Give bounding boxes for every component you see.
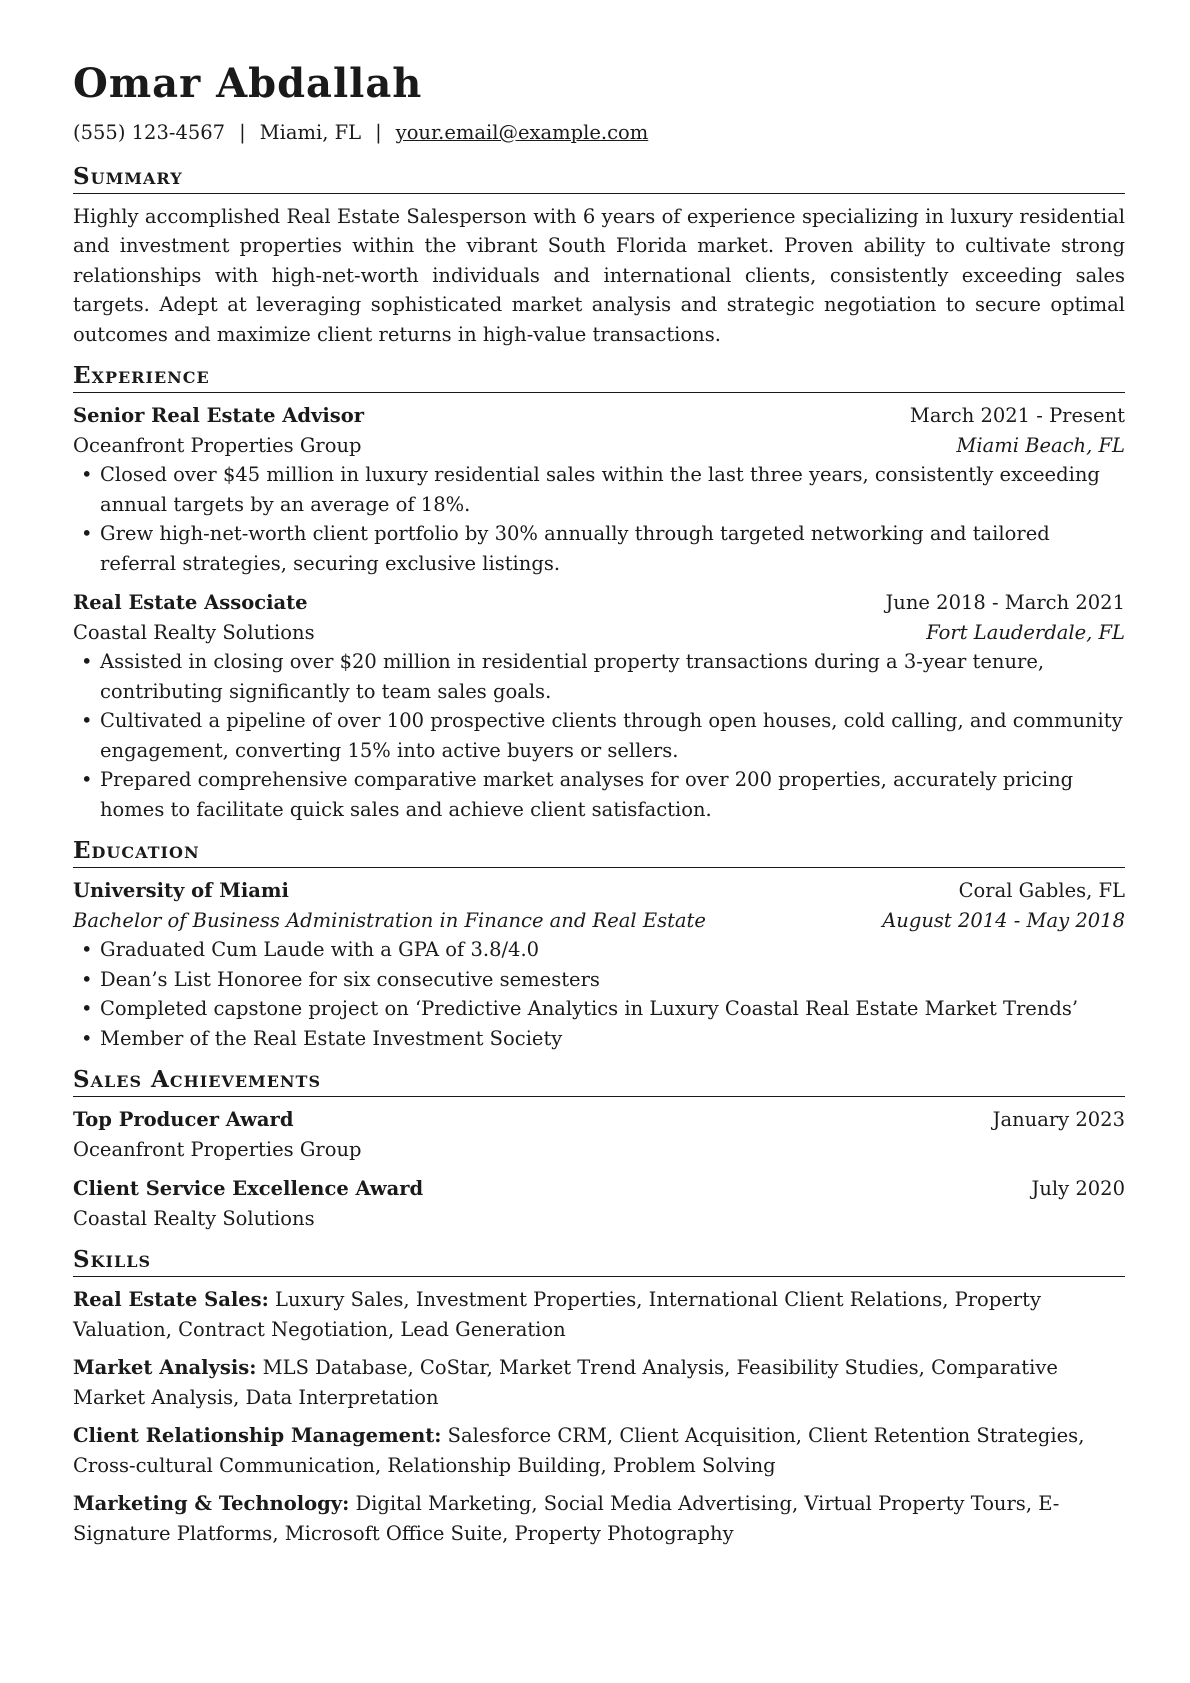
skill-group (73, 1421, 1125, 1480)
job-header-row (73, 401, 1125, 431)
job-location: Fort Lauderdale, FL (926, 620, 1125, 644)
bullet-text: Assisted in closing over $20 million in residential property transactions during a 3-year tenure, contributing significantly to team sales goals. (100, 650, 1045, 703)
job-header-row (73, 588, 1125, 618)
achievements-section (73, 1065, 1125, 1233)
email-link[interactable]: your.email@example.com (395, 121, 649, 144)
job-location: Miami Beach, FL (956, 433, 1125, 457)
location: Miami, FL (259, 121, 362, 144)
award-date: January 2023 (992, 1108, 1125, 1131)
award-org: Oceanfront Properties Group (73, 1137, 362, 1161)
bullet-text: Dean’s List Honoree for six consecutive semesters (100, 967, 600, 991)
skills-list (73, 1285, 1125, 1548)
job-company-row (73, 431, 1125, 461)
award-date: July 2020 (1031, 1177, 1125, 1200)
education-entry (73, 876, 1125, 1053)
bullet-text: Grew high-net-worth client portfolio by 30% annually through targeted networking and tailored referral strategies, securing exclusive listings. (100, 522, 1050, 575)
skill-group (73, 1285, 1125, 1344)
contact-separator: | (375, 121, 382, 144)
award-name: Top Producer Award (73, 1108, 294, 1131)
contact-separator: | (239, 121, 246, 144)
job-company-row (73, 618, 1125, 648)
bullet-text: Member of the Real Estate Investment Society (100, 1026, 563, 1050)
phone-number: (555) 123-4567 (73, 121, 226, 144)
bullet-icon: • (81, 1026, 93, 1050)
skill-label: Client Relationship Management: (73, 1424, 442, 1447)
bullet-text: Graduated Cum Laude with a GPA of 3.8/4.0 (100, 938, 540, 961)
bullet-icon: • (81, 709, 93, 732)
job-bullets (73, 647, 1125, 824)
experience-section (73, 361, 1125, 824)
job-company: Oceanfront Properties Group (73, 433, 362, 457)
list-item (73, 765, 1125, 824)
job-entry (73, 588, 1125, 824)
degree: Bachelor of Business Administration in Finance and Real Estate (73, 908, 706, 932)
section-title-education: Education (73, 836, 1125, 868)
summary-section (73, 162, 1125, 350)
achievement-row (73, 1174, 1125, 1204)
bullet-icon: • (81, 768, 93, 791)
summary-text: Highly accomplished Real Estate Salesperson with 6 years of experience specializing in luxury residential and investment properties within the vibrant South Florida market. Proven ability to cultivate strong relationships with high-net-worth individuals and international clients, consistently exceeding sales targets. Adept at leveraging sophisticated market analysis and strategic negotiation to secure optimal outcomes and maximize client returns in high-value transactions. (73, 204, 1125, 346)
skill-label: Real Estate Sales: (73, 1288, 269, 1311)
education-bullets (73, 935, 1125, 1053)
school-location: Coral Gables, FL (958, 879, 1125, 902)
bullet-icon: • (81, 650, 93, 673)
list-item (73, 647, 1125, 706)
skill-text: Luxury Sales, Investment Properties, International Client Relations, Property Valuation, Contract Negotiation, Lead Generation (73, 1288, 1041, 1341)
degree-row (73, 906, 1125, 936)
list-item (73, 1024, 1125, 1054)
bullet-text: Cultivated a pipeline of over 100 prospective clients through open houses, cold calling, and community engagement, converting 15% into active buyers or sellers. (100, 709, 1123, 762)
skill-label: Marketing & Technology: (73, 1492, 350, 1515)
contact-line (73, 118, 1125, 148)
list-item (73, 460, 1125, 519)
skill-group (73, 1489, 1125, 1548)
job-entry (73, 401, 1125, 578)
section-title-experience: Experience (73, 361, 1125, 393)
job-role: Senior Real Estate Advisor (73, 404, 365, 427)
job-dates: March 2021 - Present (909, 404, 1125, 427)
bullet-text: Prepared comprehensive comparative market analyses for over 200 properties, accurately pricing homes to facilitate quick sales and achieve client satisfaction. (100, 768, 1074, 821)
section-title-skills: Skills (73, 1245, 1125, 1277)
resume-content (73, 58, 1125, 1557)
skills-section (73, 1245, 1125, 1548)
skill-text: Digital Marketing, Social Media Advertising, Virtual Property Tours, E-Signature Platforms, Microsoft Office Suite, Property Photography (73, 1492, 1060, 1545)
list-item (73, 935, 1125, 965)
achievements-list (73, 1105, 1125, 1233)
job-bullets (73, 460, 1125, 578)
bullet-icon: • (81, 522, 93, 545)
school-name: University of Miami (73, 879, 289, 902)
job-role: Real Estate Associate (73, 591, 308, 614)
award-org: Coastal Realty Solutions (73, 1206, 315, 1230)
job-dates: June 2018 - March 2021 (885, 591, 1125, 614)
education-dates: August 2014 - May 2018 (882, 908, 1125, 932)
experience-list (73, 401, 1125, 824)
bullet-text: Completed capstone project on ‘Predictive Analytics in Luxury Coastal Real Estate Market Trends’ (100, 997, 1079, 1020)
list-item (73, 994, 1125, 1024)
achievement-entry (73, 1174, 1125, 1233)
skill-label: Market Analysis: (73, 1356, 257, 1379)
section-title-summary: Summary (73, 162, 1125, 194)
education-section (73, 836, 1125, 1053)
bullet-icon: • (81, 938, 93, 961)
candidate-name: Omar Abdallah (73, 60, 423, 107)
list-item (73, 706, 1125, 765)
school-row (73, 876, 1125, 906)
list-item (73, 519, 1125, 578)
job-company: Coastal Realty Solutions (73, 620, 315, 644)
skill-text: MLS Database, CoStar, Market Trend Analysis, Feasibility Studies, Comparative Market Analysis, Data Interpretation (73, 1356, 1058, 1409)
award-name: Client Service Excellence Award (73, 1177, 424, 1200)
bullet-icon: • (81, 463, 93, 486)
bullet-icon: • (81, 967, 93, 991)
skill-group (73, 1353, 1125, 1412)
bullet-icon: • (81, 997, 93, 1020)
list-item (73, 965, 1125, 995)
bullet-text: Closed over $45 million in luxury residential sales within the last three years, consistently exceeding annual targets by an average of 18%. (100, 463, 1100, 516)
achievement-entry (73, 1105, 1125, 1164)
achievement-row (73, 1105, 1125, 1135)
skill-text: Salesforce CRM, Client Acquisition, Client Retention Strategies, Cross-cultural Communication, Relationship Building, Problem Solving (73, 1424, 1085, 1477)
section-title-achievements: Sales Achievements (73, 1065, 1125, 1097)
